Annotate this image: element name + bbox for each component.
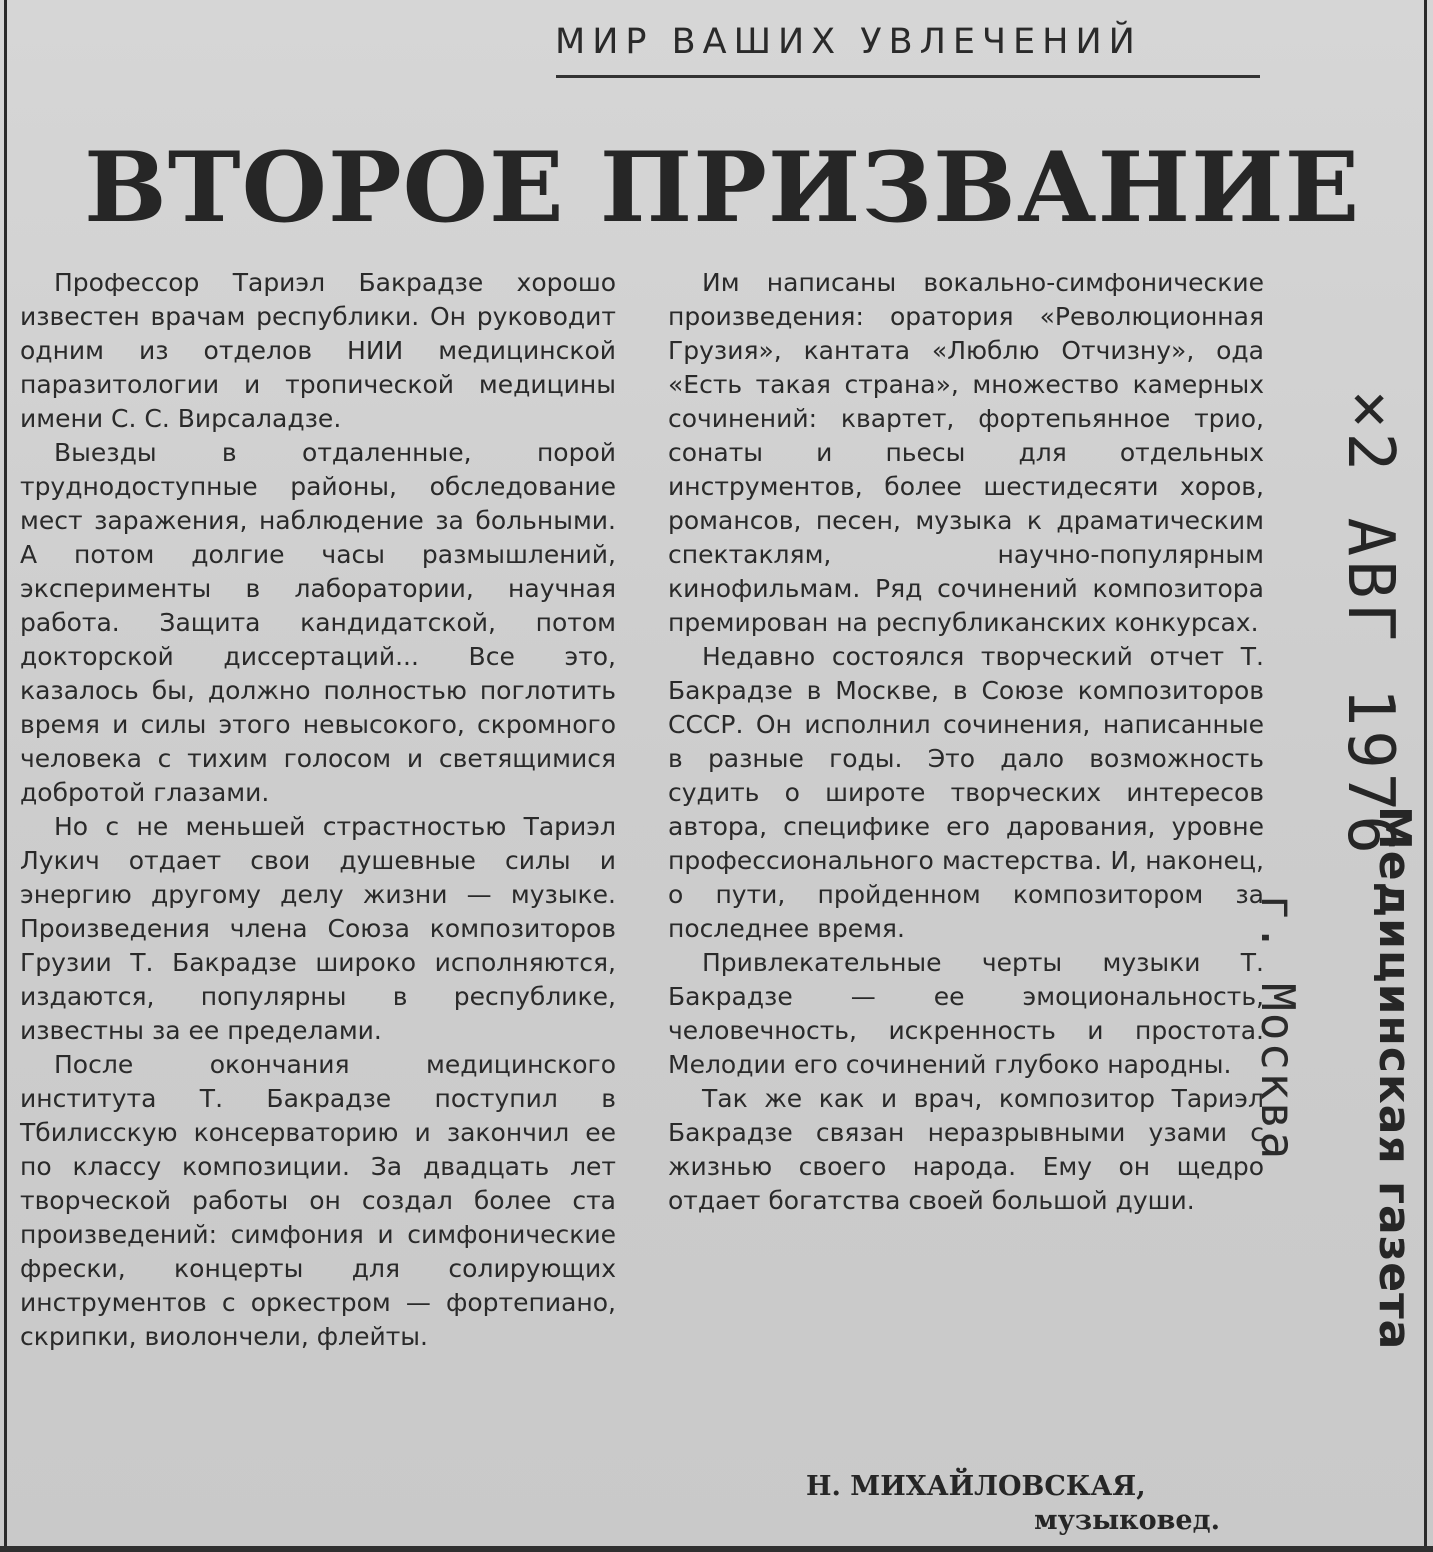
paragraph: Им написаны вокально-симфонические произведения: оратория «Революционная Грузия», кантата «Люблю Отчизну», ода «Есть такая страна», множество камерных сочинений: квартет, фортепьянное трио, сонаты и пьесы для отдельных инструментов, более шестидесяти хоров, романсов, песен, музыка к драматическим спектаклям, научно-популярным кинофильмам. Ряд сочинений композитора премирован на республиканских конкурсах.	[668, 268, 1264, 637]
paragraph: Профессор Тариэл Бакрадзе хорошо известен врачам республики. Он руководит одним из отделов НИИ медицинской паразитологии и тропической медицины имени С. С. Вирсаладзе.	[20, 268, 616, 433]
article-headline: ВТОРОЕ ПРИЗВАНИЕ	[84, 131, 1361, 244]
author-role: музыковед.	[1034, 1505, 1220, 1536]
newspaper-name-stamp: Медицинская газета	[1369, 806, 1420, 1351]
author-signature	[806, 1470, 1226, 1538]
city-stamp: г. Москва	[1251, 894, 1305, 1162]
date-stamp: ×2 АВГ 1976	[1333, 390, 1407, 858]
paragraph: Но с не меньшей страстностью Тариэл Лукич отдает свои душевные силы и энергию другому делу жизни — музыке. Произведения члена Союза композиторов Грузии Т. Бакрадзе широко исполняются, издаются, популярны в республике, известны за ее пределами.	[20, 812, 616, 1045]
paragraph: Выезды в отдаленные, порой труднодоступные районы, обследование мест заражения, наблюдение за больными. А потом долгие часы размышлений, эксперименты в лаборатории, научная работа. Защита кандидатской, потом докторской диссертаций... Все это, казалось бы, должно полностью поглотить время и силы этого невысокого, скромного человека с тихим голосом и светящимися добротой глазами.	[20, 438, 616, 807]
paragraph: После окончания медицинского института Т. Бакрадзе поступил в Тбилисскую консерваторию и закончил ее по классу композиции. За двадцать лет творческой работы он создал более ста произведений: симфония и симфонические фрески, концерты для солирующих инструментов с оркестром — фортепиано, скрипки, виолончели, флейты.	[20, 1050, 616, 1351]
rubric-underline	[556, 75, 1260, 78]
author-name: Н. МИХАЙЛОВСКАЯ,	[806, 1471, 1146, 1502]
article-column-right	[668, 266, 1264, 1218]
paragraph: Привлекательные черты музыки Т. Бакрадзе — ее эмоциональность, человечность, искренность и простота. Мелодии его сочинений глубоко народны.	[668, 948, 1264, 1079]
article-column-left	[20, 266, 616, 1354]
paragraph: Так же как и врач, композитор Тариэл Бакрадзе связан неразрывными узами с жизнью своего народа. Ему он щедро отдает богатства своей большой души.	[668, 1084, 1264, 1215]
paragraph: Недавно состоялся творческий отчет Т. Бакрадзе в Москве, в Союзе композиторов СССР. Он исполнил сочинения, написанные в разные годы. Это дало возможность судить о широте творческих интересов автора, специфике его дарования, уровне профессионального мастерства. И, наконец, о пути, пройденном композитором за последнее время.	[668, 642, 1264, 943]
section-rubric: МИР ВАШИХ УВЛЕЧЕНИЙ	[555, 22, 1142, 62]
clipping-left-edge	[4, 0, 7, 1552]
clipping-right-edge	[1424, 0, 1427, 1552]
clipping-bottom-edge	[0, 1546, 1433, 1552]
